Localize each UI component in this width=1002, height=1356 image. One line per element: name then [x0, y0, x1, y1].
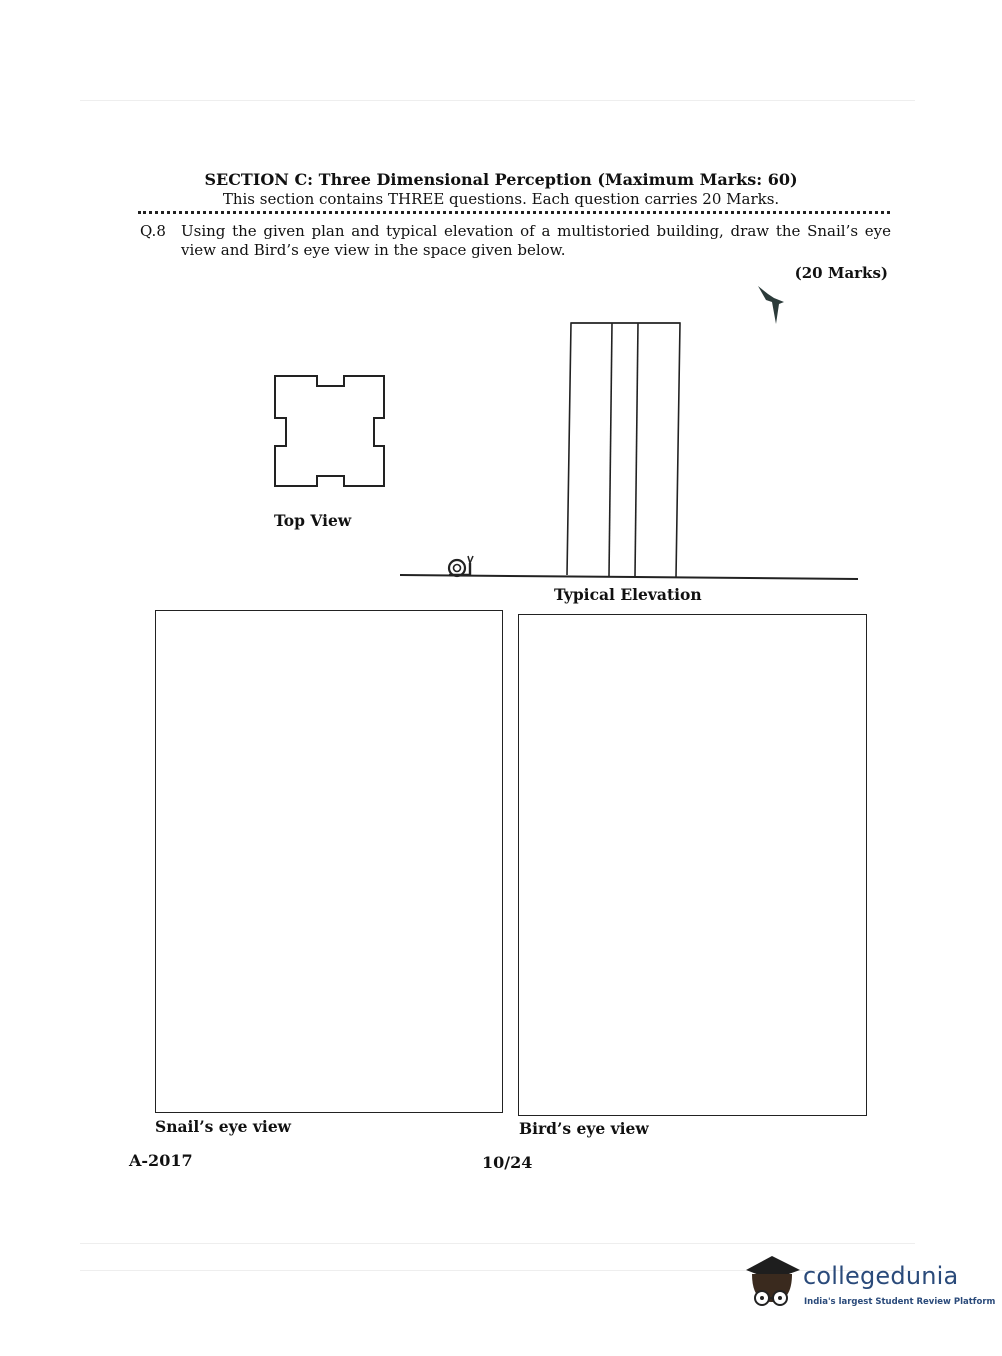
brand-tagline: India's largest Student Review Platform [804, 1297, 996, 1307]
collegedunia-logo-icon [742, 1248, 804, 1316]
bird-eye-view-label: Bird’s eye view [519, 1119, 649, 1138]
question-number: Q.8 [140, 222, 166, 240]
page-number: 10/24 [482, 1153, 533, 1172]
bird-eye-view-answer-box[interactable] [518, 614, 867, 1116]
question-marks: (20 Marks) [794, 264, 888, 282]
question-text: Using the given plan and typical elevation of a multistoried building, draw the Snail’s eye view and Bird’s eye view in the space given below. [181, 222, 891, 259]
paper-code: A-2017 [129, 1151, 193, 1170]
scan-line [80, 1243, 915, 1244]
section-subtitle: This section contains THREE questions. Each question carries 20 Marks. [222, 190, 780, 208]
section-title: SECTION C: Three Dimensional Perception (Maximum Marks: 60) [204, 170, 798, 189]
top-view-label: Top View [274, 511, 352, 530]
typical-elevation [395, 315, 865, 587]
snail-icon [446, 553, 476, 579]
snail-eye-view-answer-box[interactable] [155, 610, 503, 1113]
elevation-label: Typical Elevation [554, 585, 702, 604]
snail-eye-view-label: Snail’s eye view [155, 1117, 292, 1136]
scan-line [80, 100, 915, 101]
dotted-divider [138, 211, 890, 214]
brand-name: collegedunia [803, 1262, 959, 1290]
top-view-plan [270, 372, 390, 492]
